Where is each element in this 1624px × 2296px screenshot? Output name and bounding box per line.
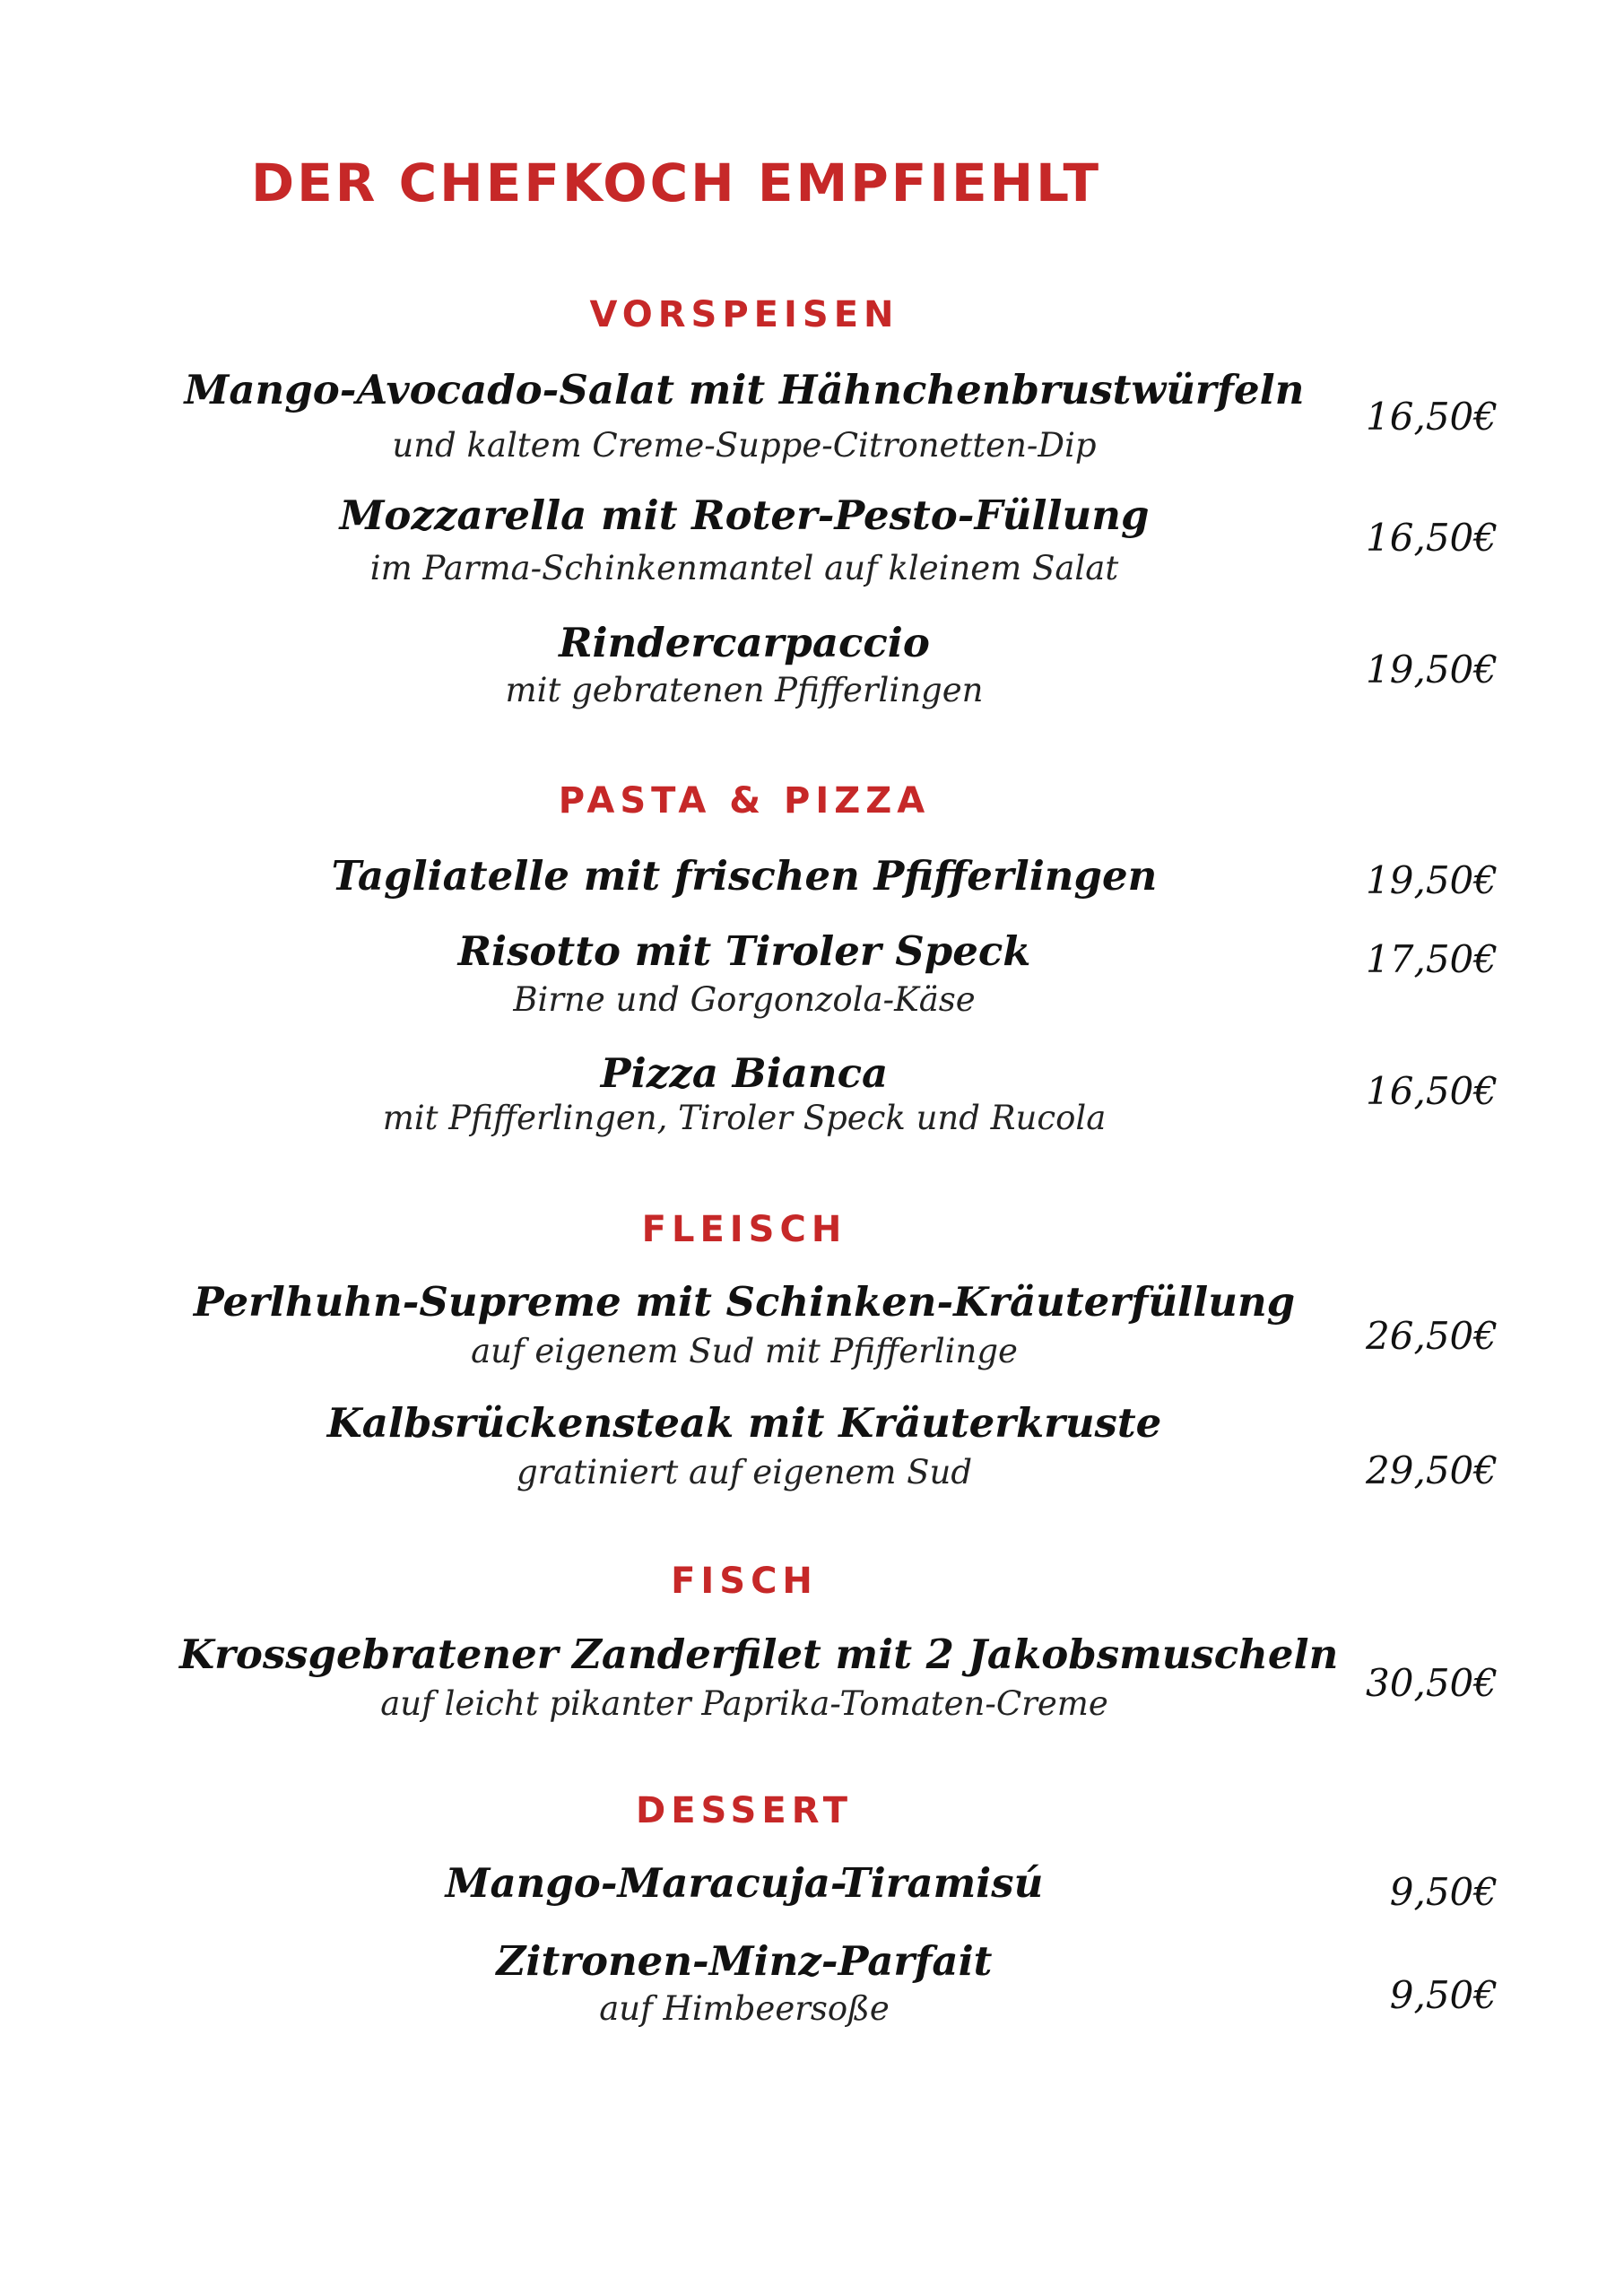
section-title-fisch: FISCH	[671, 1561, 818, 1602]
item-price: 16,50€	[1366, 516, 1498, 560]
item-name: Rindercarpaccio	[559, 619, 930, 666]
item-name: Krossgebratener Zanderfilet mit 2 Jakobsmuscheln	[179, 1631, 1339, 1678]
item-name: Kalbsrückensteak mit Kräuterkruste	[326, 1399, 1162, 1447]
item-price: 29,50€	[1366, 1448, 1498, 1492]
item-price: 9,50€	[1389, 1973, 1498, 2017]
section-title-dessert: DESSERT	[636, 1790, 853, 1831]
item-description: gratiniert auf eigenem Sud	[516, 1453, 973, 1492]
item-name: Perlhuhn-Supreme mit Schinken-Kräuterfüllung	[193, 1278, 1296, 1326]
item-description: mit gebratenen Pfifferlingen	[505, 671, 984, 709]
item-name: Tagliatelle mit frischen Pfifferlingen	[331, 852, 1158, 900]
item-description: Birne und Gorgonzola-Käse	[513, 980, 976, 1019]
item-name: Mozzarella mit Roter-Pesto-Füllung	[339, 491, 1150, 539]
item-price: 16,50€	[1366, 395, 1498, 439]
item-name: Zitronen-Minz-Parfait	[496, 1937, 993, 1985]
section-title-pasta-pizza: PASTA & PIZZA	[558, 780, 931, 822]
item-price: 9,50€	[1389, 1870, 1498, 1914]
item-name: Mango-Avocado-Salat mit Hähnchenbrustwürfeln	[184, 366, 1305, 413]
item-price: 19,50€	[1366, 858, 1498, 902]
item-description: auf leicht pikanter Paprika-Tomaten-Creme	[380, 1684, 1108, 1723]
item-price: 17,50€	[1366, 937, 1498, 981]
page-title: DER CHEFKOCH EMPFIEHLT	[251, 152, 1102, 213]
item-name: Risotto mit Tiroler Speck	[457, 927, 1031, 975]
item-description: und kaltem Creme-Suppe-Citronetten-Dip	[392, 426, 1097, 465]
item-name: Pizza Bianca	[600, 1049, 889, 1097]
item-description: im Parma-Schinkenmantel auf kleinem Salat	[369, 549, 1119, 587]
item-name: Mango-Maracuja-Tiramisú	[445, 1859, 1044, 1907]
item-description: mit Pfifferlingen, Tiroler Speck und Rucola	[382, 1099, 1107, 1137]
item-description: auf eigenem Sud mit Pfifferlinge	[471, 1332, 1018, 1370]
item-price: 30,50€	[1366, 1661, 1498, 1705]
item-price: 19,50€	[1366, 648, 1498, 691]
section-title-vorspeisen: VORSPEISEN	[589, 294, 899, 335]
item-description: auf Himbeersoße	[599, 1989, 890, 2028]
item-price: 26,50€	[1366, 1314, 1498, 1358]
section-title-fleisch: FLEISCH	[641, 1209, 847, 1250]
item-price: 16,50€	[1366, 1069, 1498, 1113]
